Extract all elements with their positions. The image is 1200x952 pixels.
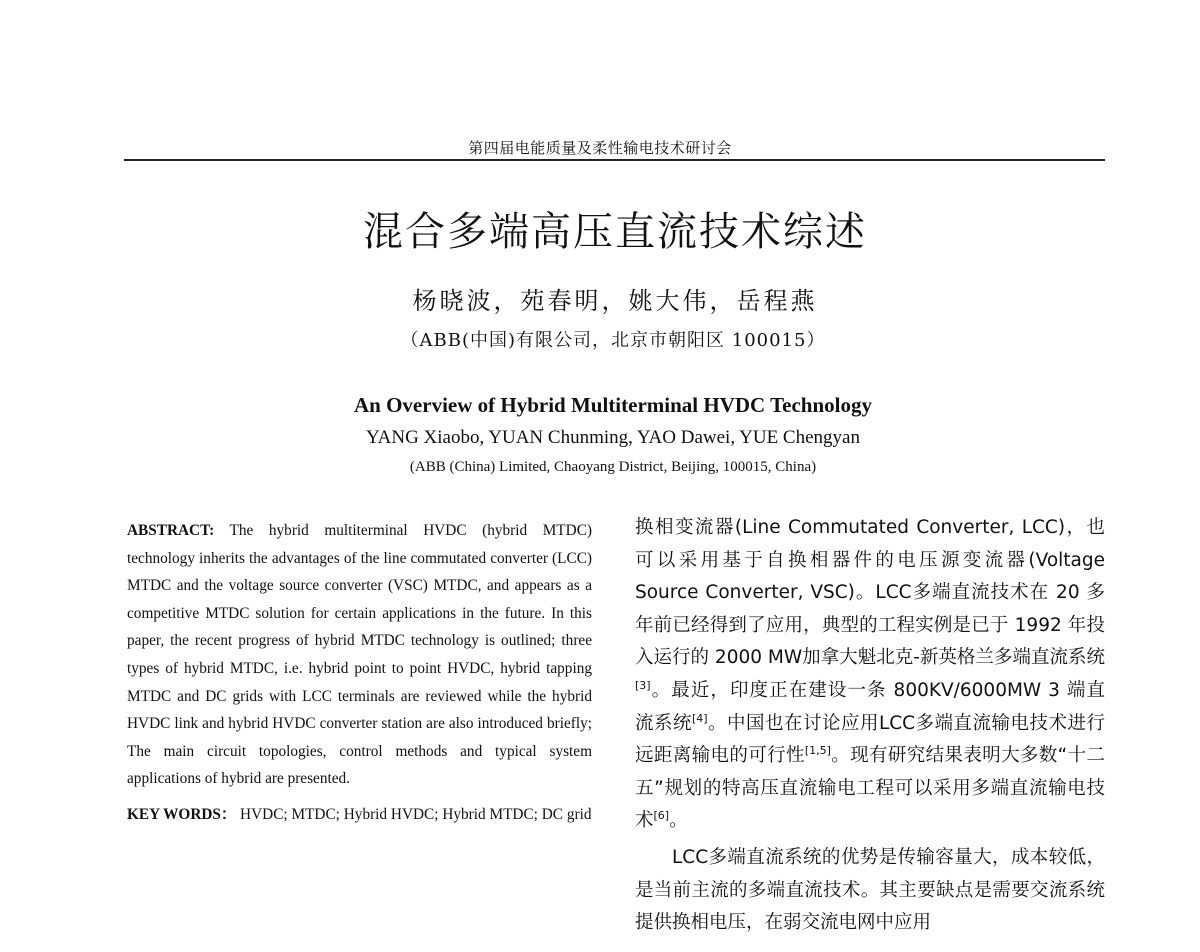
abstract-text: The hybrid multiterminal HVDC (hybrid MTDC) technology inherits the advantages of the line commutated converter (LCC) MTDC and the voltage source converter (VSC) MTDC, and appears as a competitive MTDC solution for certain applications in the future. In this paper, the recent progress of hybrid MTDC technology is outlined; three types of hybrid MTDC, i.e. hybrid point to point HVDC, hybrid tapping MTDC and DC grids with LCC terminals are reviewed while the hybrid HVDC link and hybrid HVDC converter station are also introduced briefly; The main circuit topologies, control methods and typical system applications of hybrid are presented. (127, 522, 592, 788)
citation: [6] (653, 809, 670, 823)
citation: [3] (635, 678, 651, 692)
right-column (635, 512, 1105, 940)
header-rule (124, 159, 1105, 161)
keywords-label: KEY WORDS： (127, 805, 237, 823)
authors-en: YANG Xiaobo, YUAN Chunming, YAO Dawei, YUE Chengyan (366, 427, 860, 448)
citation: [4] (691, 711, 708, 725)
paper-title-cn: 混合多端高压直流技术综述 (363, 209, 867, 255)
citation: [1,5] (804, 744, 831, 757)
affiliation-cn: （ABB(中国)有限公司，北京市朝阳区 100015） (400, 330, 826, 351)
paper-title-en: An Overview of Hybrid Multiterminal HVDC Technology (354, 393, 872, 417)
body-text: 。 (669, 810, 688, 832)
abstract-label: ABSTRACT: (127, 522, 215, 539)
body-text: 。中国也在讨论应用LCC多端直流输电技术进行远距离输电的可行性 (635, 712, 1105, 767)
body-text: 。现有研究结果表明大多数“十二五”规划的特高压直流输电工程可以采用多端直流输电技术 (635, 745, 1105, 832)
left-column (127, 517, 592, 829)
keywords-text: HVDC; MTDC; Hybrid HVDC; Hybrid MTDC; DC grid (236, 805, 592, 823)
keywords-paragraph (127, 801, 592, 829)
body-paragraph-2: LCC多端直流系统的优势是传输容量大，成本较低，是当前主流的多端直流技术。其主要缺点是需要交流系统提供换相电压，在弱交流电网中应用 (635, 846, 1105, 934)
affiliation-en: (ABB (China) Limited, Chaoyang District, Beijing, 100015, China) (409, 459, 817, 475)
body-text: 换相变流器(Line Commutated Converter, LCC)，也可以采用基于自换相器件的电压源变流器(Voltage Source Converter, VSC)。LCC多端直流技术在 20 多年前已经得到了应用，典型的工程实例是已于 1992 年投入运行的 2000 MW加拿大魁北克-新英格兰多端直流系统 (635, 517, 1105, 669)
authors-cn: 杨晓波，苑春明，姚大伟，岳程燕 (412, 287, 818, 315)
conference-header: 第四届电能质量及柔性输电技术研讨会 (468, 139, 732, 157)
body-paragraph-1 (635, 512, 1105, 838)
body-text: 。最近，印度正在建设一条 800KV/6000MW 3 端直流系统 (635, 679, 1105, 734)
abstract-paragraph (127, 517, 592, 793)
